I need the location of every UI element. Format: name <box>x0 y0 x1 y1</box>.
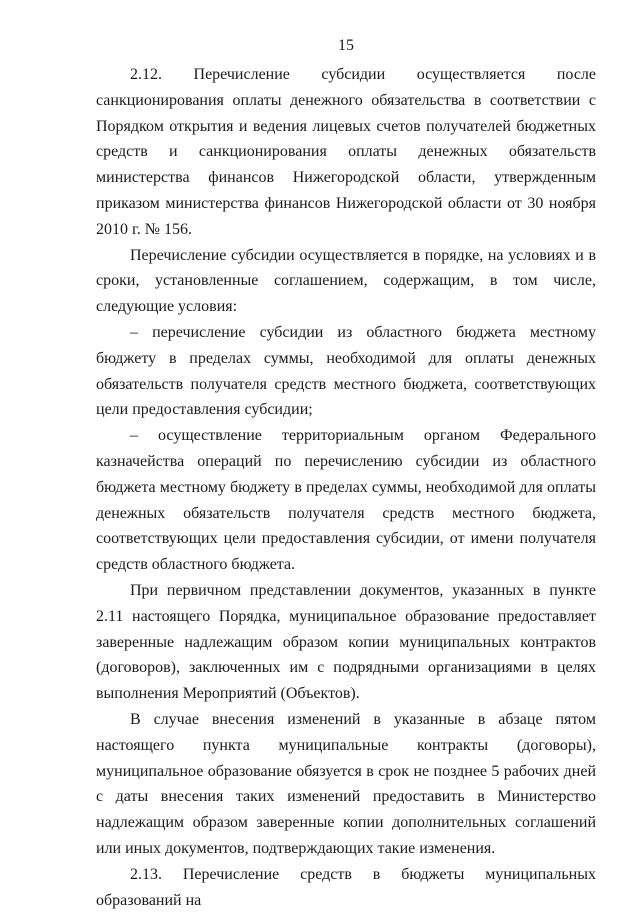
paragraph-condition-2: – осуществление территориальным органом Федерального казначейства операций по перечислению субсидии из областного бюджета местному бюджету в пределах суммы, необходимой для оплаты денежных обязательств получателя средств местного бюджета, соответствующих цели предоставления субсидии, от имени получателя средств областного бюджета. <box>96 427 596 574</box>
paragraph-conditions-intro: Перечисление субсидии осуществляется в порядке, на условиях и в сроки, установленные соглашением, содержащим, в том числе, следующие условия: <box>96 246 596 316</box>
page-number: 15 <box>338 37 354 54</box>
paragraph-condition-1: – перечисление субсидии из областного бюджета местному бюджету в пределах суммы, необходимой для оплаты денежных обязательств получателя средств местного бюджета, соответствующих цели предоставления субсидии; <box>96 323 596 419</box>
paragraph-primary-documents: При первичном представлении документов, указанных в пункте 2.11 настоящего Порядка, муниципальное образование предоставляет заверенные надлежащим образом копии муниципальных контрактов (договоров), заключенных им с подрядными организациями в целях выполнения Мероприятий (Объектов). <box>96 581 596 703</box>
paragraph-2-12: 2.12. Перечисление субсидии осуществляется после санкционирования оплаты денежного обязательства в соответствии с Порядком открытия и ведения лицевых счетов получателей бюджетных средств и санкционирования оплаты денежных обязательств министерства финансов Нижегородской области, утвержденным приказом министерства финансов Нижегородской области от 30 ноября 2010 г. № 156. <box>96 66 596 238</box>
paragraph-contract-changes: В случае внесения изменений в указанные в абзаце пятом настоящего пункта муниципальные контракты (договоры), муниципальное образование обязуется в срок не позднее 5 рабочих дней с даты внесения таких изменений предоставить в Министерство надлежащим образом заверенные копии дополнительных соглашений или иных документов, подтверждающих такие изменения. <box>96 710 596 857</box>
paragraph-2-13: 2.13. Перечисление средств в бюджеты муниципальных образований на <box>96 865 596 909</box>
